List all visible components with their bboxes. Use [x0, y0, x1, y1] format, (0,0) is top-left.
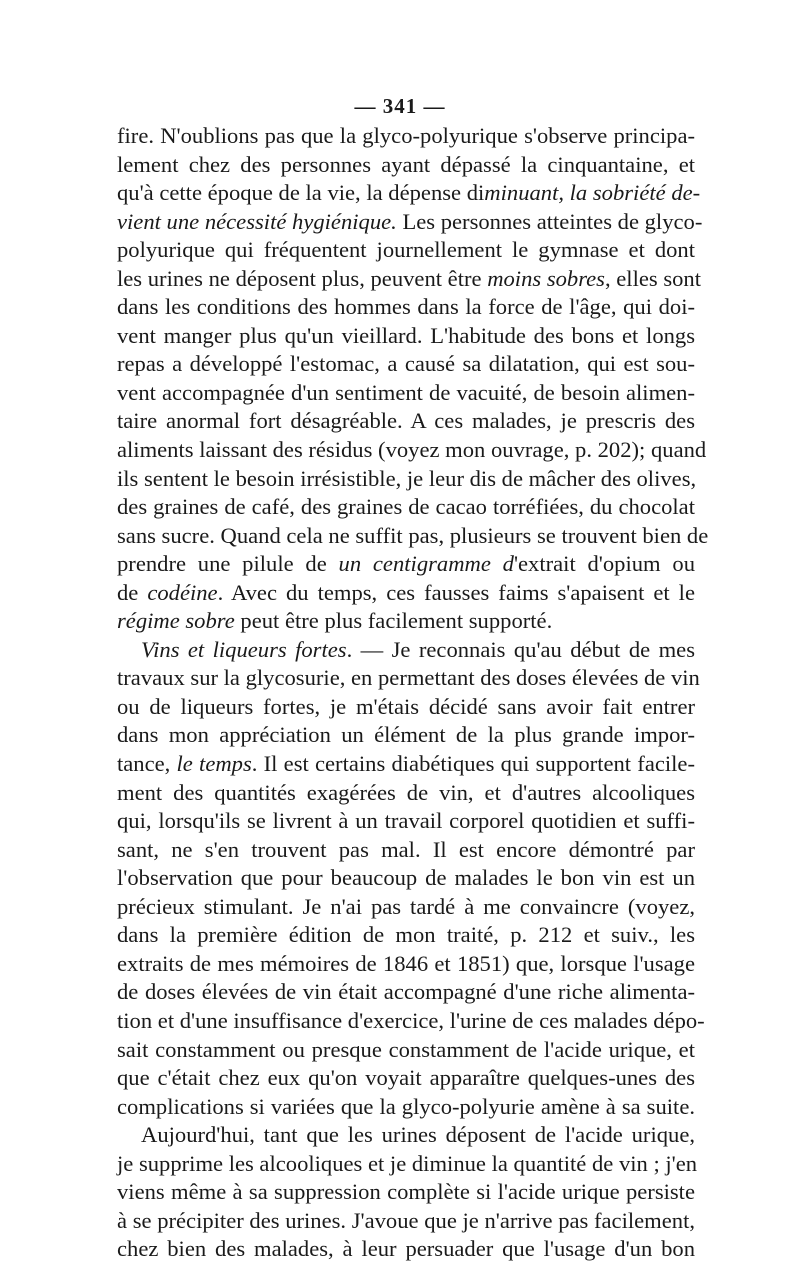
text-line: Aujourd'hui, tant que les urines déposent de l'acide urique, — [141, 1122, 695, 1148]
text-line: vent manger plus qu'un vieillard. L'habitude des bons et longs — [117, 322, 695, 348]
italic-text: Vins et liqueurs fortes — [141, 636, 347, 662]
italic-text: moins sobres — [487, 265, 605, 291]
text-line: des graines de café, des graines de cacao torréfiées, du chocolat — [117, 494, 695, 520]
italic-text: régime sobre — [117, 608, 235, 634]
text-line: tion et d'une insuffisance d'exercice, l'urine de ces malades dépo- — [117, 1007, 705, 1033]
text-line: vient une nécessité hygiénique. Les personnes atteintes de glyco- — [117, 208, 703, 234]
text-line: ils sentent le besoin irrésistible, je leur dis de mâcher des olives, — [117, 465, 697, 491]
italic-text: minuant, la sobriété de- — [484, 180, 701, 206]
text-line: chez bien des malades, à leur persuader que l'usage d'un bon — [117, 1236, 695, 1262]
text-line: viens même à sa suppression complète si l'acide urique persiste — [117, 1179, 695, 1205]
page-number: — 341 — — [354, 94, 446, 118]
text-line: polyurique qui fréquentent journellement le gymnase et dont — [117, 237, 695, 263]
text-line: tance, le temps. Il est certains diabétiques qui supportent facile- — [117, 751, 695, 777]
italic-text: codéine — [147, 579, 218, 605]
text-line: aliments laissant des résidus (voyez mon ouvrage, p. 202); quand — [117, 437, 707, 463]
italic-text: le temps — [176, 751, 252, 777]
text-line: dans les conditions des hommes dans la force de l'âge, qui doi- — [117, 294, 695, 320]
text-line: de codéine. Avec du temps, ces fausses faims s'apaisent et le — [117, 579, 695, 605]
text-line: fire. N'oublions pas que la glyco-polyurique s'observe principa- — [117, 123, 695, 148]
text-line: vent accompagnée d'un sentiment de vacuité, de besoin alimen- — [117, 379, 695, 405]
italic-text: un centigramme d — [338, 551, 514, 577]
text-line: les urines ne déposent plus, peuvent être moins sobres, elles sont — [117, 265, 701, 291]
text-line: à se précipiter des urines. J'avoue que je n'arrive pas facilement, — [117, 1207, 695, 1233]
text-line: sant, ne s'en trouvent pas mal. Il est encore démontré par — [117, 836, 695, 862]
text-line: complications si variées que la glyco-polyurie amène à sa suite. — [117, 1093, 695, 1119]
text-line: lement chez des personnes ayant dépassé la cinquantaine, et — [117, 151, 695, 177]
text-line: extraits de mes mémoires de 1846 et 1851) que, lorsque l'usage — [117, 950, 695, 976]
text-line: précieux stimulant. Je n'ai pas tardé à me convaincre (voyez, — [117, 893, 695, 919]
text-line: dans mon appréciation un élément de la plus grande impor- — [117, 722, 695, 748]
text-line: taire anormal fort désagréable. A ces malades, je prescris des — [117, 408, 695, 434]
italic-text: vient une nécessité hygiénique. — [117, 208, 397, 234]
body-text — [117, 122, 709, 1264]
text-line: travaux sur la glycosurie, en permettant des doses élevées de vin — [117, 665, 700, 691]
text-line: dans la première édition de mon traité, p. 212 et suiv., les — [117, 922, 695, 948]
text-line: Vins et liqueurs fortes. — Je reconnais qu'au début de mes — [141, 636, 695, 662]
text-line: l'observation que pour beaucoup de malades le bon vin est un — [117, 865, 695, 891]
text-line: sans sucre. Quand cela ne suffit pas, plusieurs se trouvent bien de — [117, 522, 709, 548]
text-line: qui, lorsqu'ils se livrent à un travail corporel quotidien et suffi- — [117, 808, 695, 834]
text-line: je supprime les alcooliques et je diminue la quantité de vin ; j'en — [117, 1150, 698, 1176]
text-line: sait constamment ou presque constamment de l'acide urique, et — [117, 1036, 695, 1062]
text-line: prendre une pilule de un centigramme d'extrait d'opium ou — [117, 551, 695, 577]
text-line: ment des quantités exagérées de vin, et d'autres alcooliques — [117, 779, 695, 805]
text-line: ou de liqueurs fortes, je m'étais décidé sans avoir fait entrer — [117, 693, 695, 719]
text-line: que c'était chez eux qu'on voyait apparaître quelques-unes des — [117, 1065, 695, 1091]
text-line: de doses élevées de vin était accompagné d'une riche alimenta- — [117, 979, 695, 1005]
text-line: régime sobre peut être plus facilement supporté. — [117, 608, 553, 634]
text-line: qu'à cette époque de la vie, la dépense diminuant, la sobriété de- — [117, 180, 701, 206]
text-line: repas a développé l'estomac, a causé sa dilatation, qui est sou- — [117, 351, 695, 377]
